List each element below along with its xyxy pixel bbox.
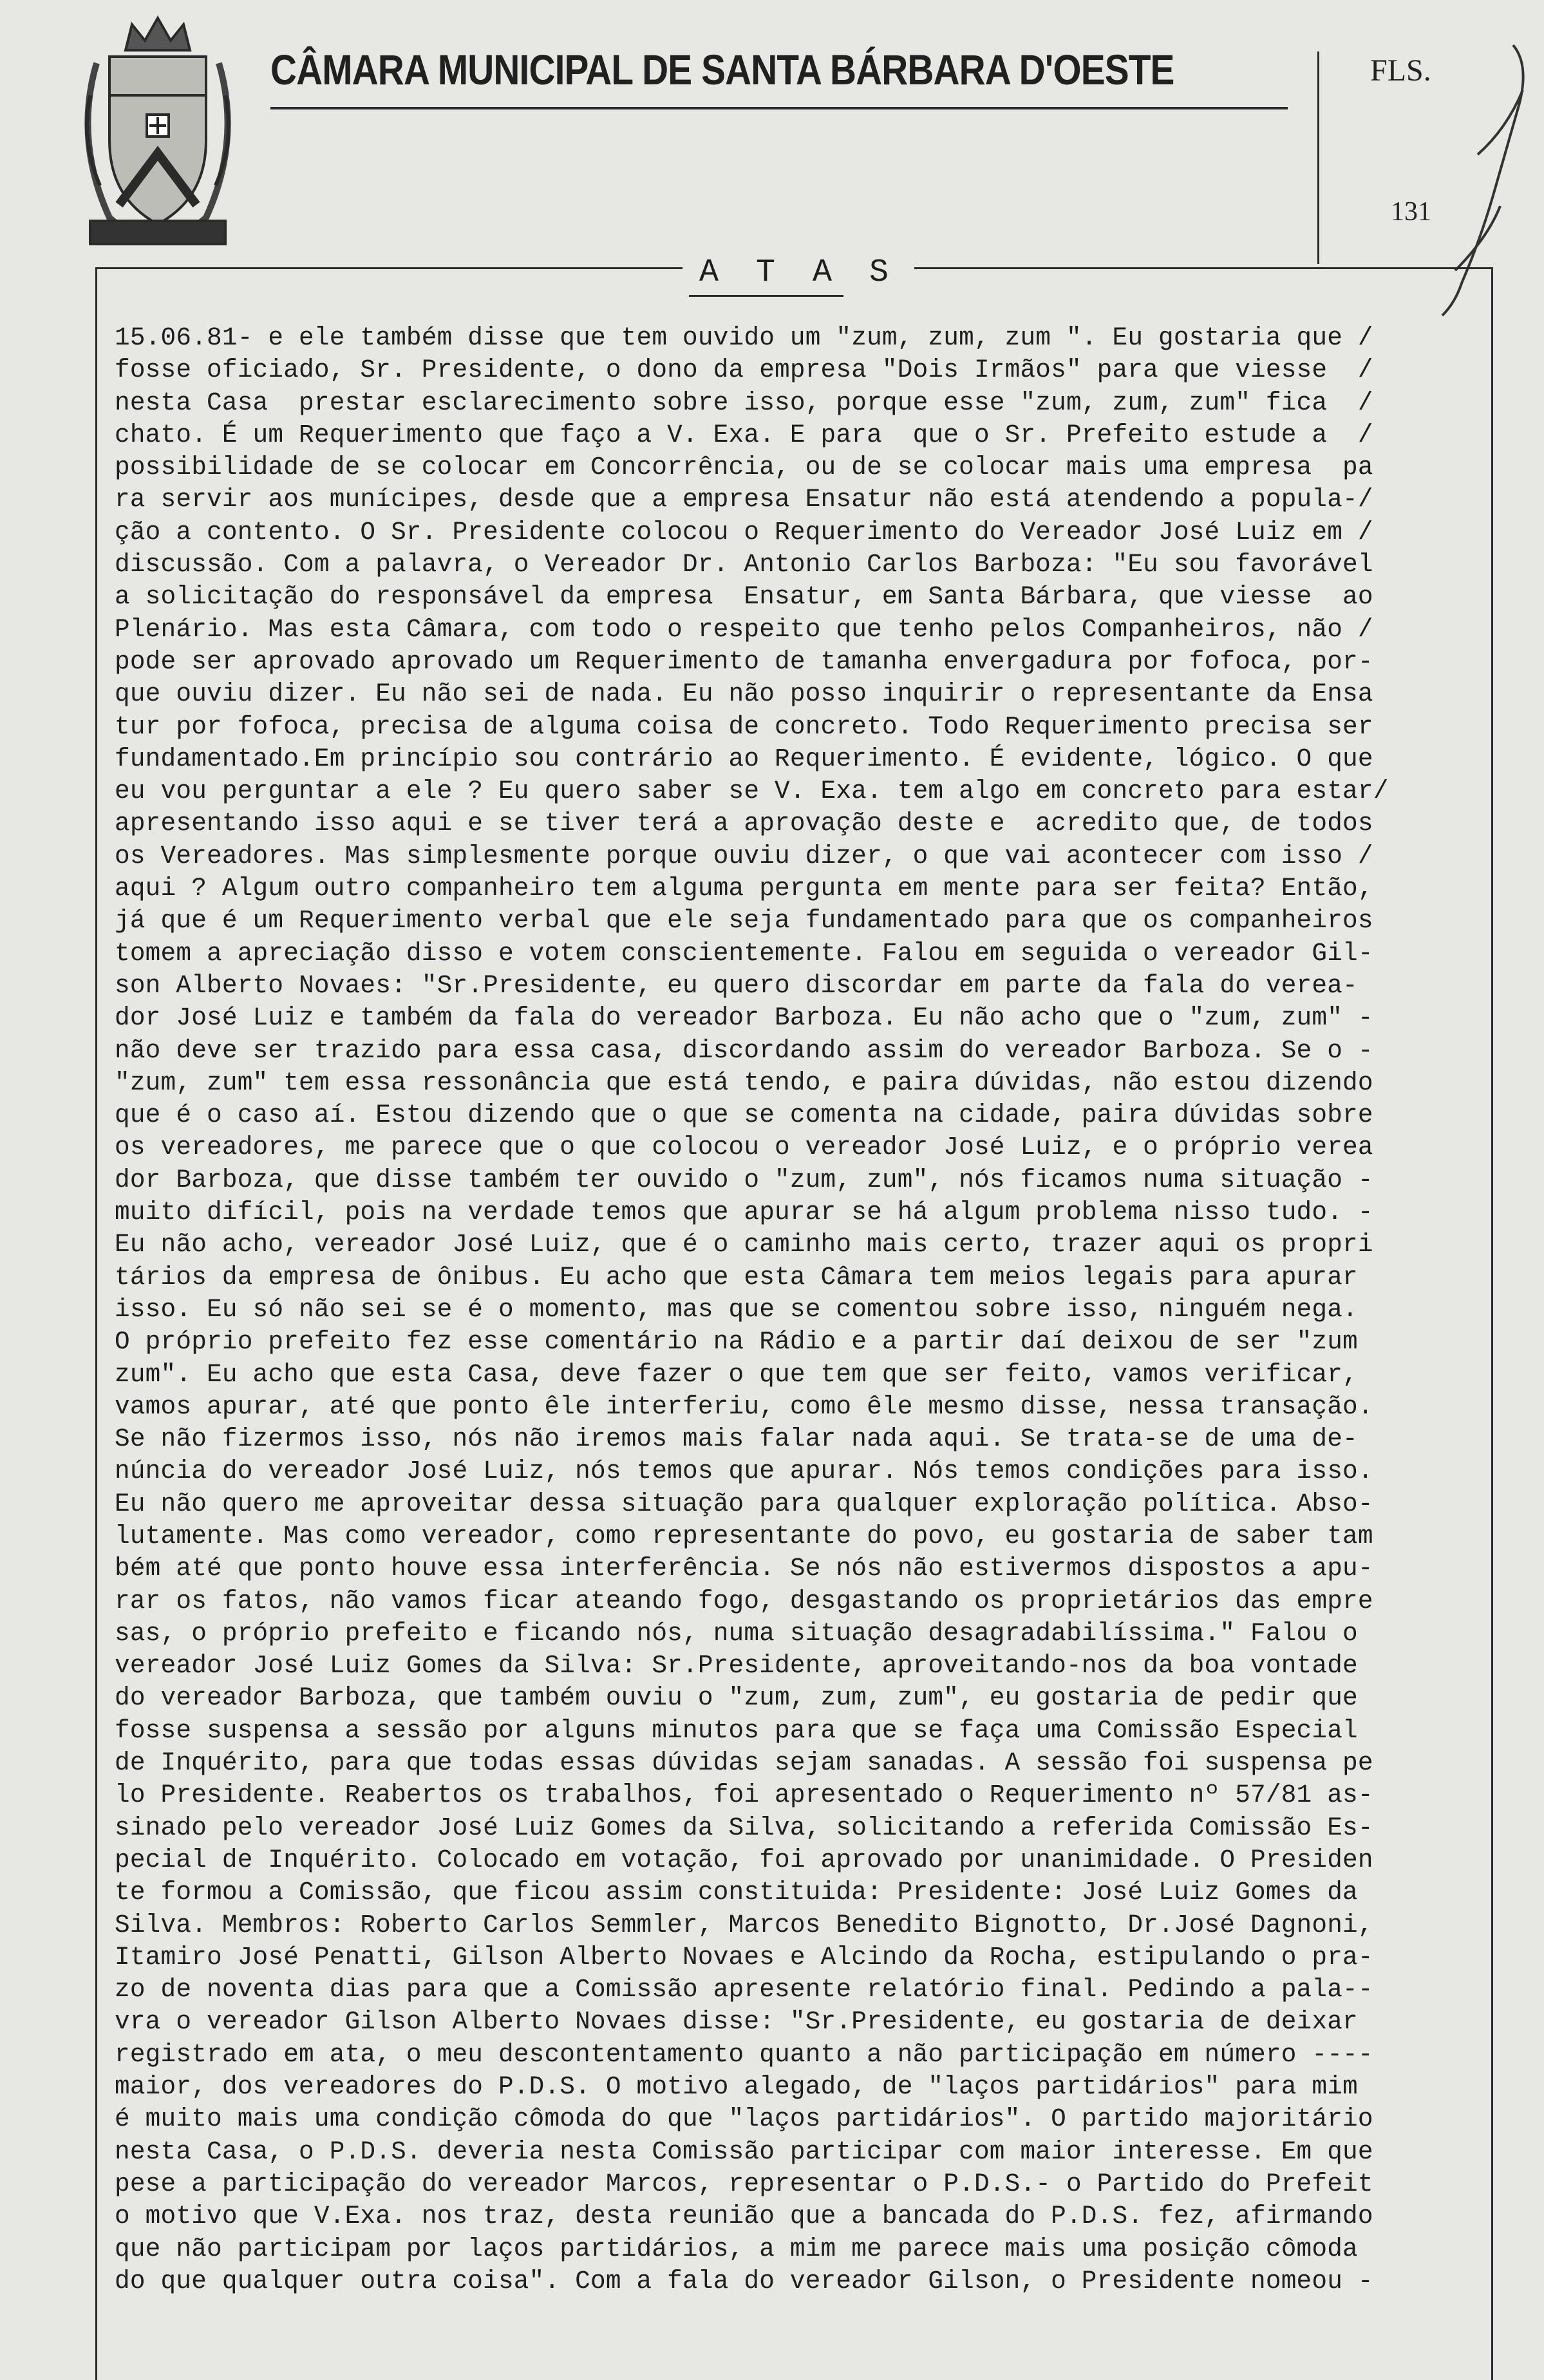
fls-divider bbox=[1317, 52, 1319, 264]
minutes-line: isso. Eu só não sei se é o momento, mas que se comentou sobre isso, ninguém nega. bbox=[115, 1294, 1358, 1324]
minutes-line: do que qualquer outra coisa". Com a fala do vereador Gilson, o Presidente nomeou - bbox=[115, 2266, 1373, 2296]
minutes-line: Silva. Membros: Roberto Carlos Semmler, Marcos Benedito Bignotto, Dr.José Dagnoni, bbox=[115, 1910, 1373, 1940]
minutes-line: son Alberto Novaes: "Sr.Presidente, eu quero discordar em parte da fala do verea- bbox=[115, 970, 1358, 1000]
coat-of-arms-icon bbox=[71, 12, 245, 250]
minutes-line: zo de noventa dias para que a Comissão apresente relatório final. Pedindo a pala-- bbox=[115, 1975, 1373, 2005]
minutes-line: a solicitação do responsável da empresa Ensatur, em Santa Bárbara, que viesse ao bbox=[115, 582, 1373, 612]
minutes-line: tomem a apreciação disso e votem conscientemente. Falou em seguida o vereador Gil- bbox=[115, 938, 1373, 968]
minutes-line: já que é um Requerimento verbal que ele seja fundamentado para que os companheiros bbox=[115, 906, 1373, 936]
minutes-line: O próprio prefeito fez esse comentário na Rádio e a partir daí deixou de ser "zum bbox=[115, 1327, 1358, 1357]
section-heading: A T A S bbox=[683, 254, 914, 291]
minutes-line: apresentando isso aqui e se tiver terá a aprovação deste e acredito que, de todos bbox=[115, 809, 1373, 838]
minutes-line: não deve ser trazido para essa casa, discordando assim do vereador Barboza. Se o - bbox=[115, 1035, 1373, 1065]
minutes-line: de Inquérito, para que todas essas dúvidas sejam sanadas. A sessão foi suspensa pe bbox=[115, 1748, 1373, 1778]
minutes-line: dor Barboza, que disse também ter ouvido o "zum, zum", nós ficamos numa situação - bbox=[115, 1165, 1373, 1195]
minutes-line: Eu não quero me aproveitar dessa situação para qualquer exploração política. Abso- bbox=[115, 1489, 1373, 1518]
minutes-line: os Vereadores. Mas simplesmente porque ouviu dizer, o que vai acontecer com isso / bbox=[115, 841, 1373, 871]
minutes-line: sas, o próprio prefeito e ficando nós, numa situação desagradabilíssima." Falou o bbox=[115, 1618, 1358, 1648]
minutes-line: ção a contento. O Sr. Presidente colocou o Requerimento do Vereador José Luiz em / bbox=[115, 517, 1373, 547]
minutes-line: Plenário. Mas esta Câmara, com todo o respeito que tenho pelos Companheiros, não / bbox=[115, 614, 1373, 644]
signature-icon bbox=[1417, 26, 1539, 335]
minutes-line: ra servir aos munícipes, desde que a empresa Ensatur não está atendendo a popula-/ bbox=[115, 485, 1373, 515]
minutes-line: é muito mais uma condição cômoda do que "laços partidários". O partido majoritário bbox=[115, 2104, 1373, 2134]
fls-label: FLS. bbox=[1370, 53, 1431, 88]
minutes-line: "zum, zum" tem essa ressonância que está tendo, e paira dúvidas, não estou dizendo bbox=[115, 1068, 1373, 1097]
minutes-line: zum". Eu acho que esta Casa, deve fazer o que tem que ser feito, vamos verificar, bbox=[115, 1359, 1358, 1389]
minutes-line: nesta Casa, o P.D.S. deveria nesta Comissão participar com maior interesse. Em que bbox=[115, 2137, 1373, 2166]
minutes-line: tur por fofoca, precisa de alguma coisa de concreto. Todo Requerimento precisa ser bbox=[115, 712, 1373, 741]
minutes-line: que não participam por laços partidários, a mim me parece mais uma posição cômoda bbox=[115, 2234, 1358, 2263]
minutes-line: vamos apurar, até que ponto êle interferiu, como êle mesmo disse, nessa transação. bbox=[115, 1392, 1373, 1421]
minutes-line: eu vou perguntar a ele ? Eu quero saber se V. Exa. tem algo em concreto para estar/ bbox=[115, 777, 1389, 806]
title-underline bbox=[270, 107, 1288, 109]
minutes-line: possibilidade de se colocar em Concorrência, ou de se colocar mais uma empresa pa bbox=[115, 453, 1373, 482]
minutes-line: maior, dos vereadores do P.D.S. O motivo alegado, de "laços partidários" para mim bbox=[115, 2072, 1358, 2102]
section-heading-underline bbox=[689, 295, 843, 297]
minutes-line: lutamente. Mas como vereador, como representante do povo, eu gostaria de saber tam bbox=[115, 1521, 1373, 1551]
frame-right-border bbox=[1491, 267, 1493, 2380]
minutes-line: fosse suspensa a sessão por alguns minutos para que se faça uma Comissão Especial bbox=[115, 1715, 1358, 1745]
minutes-line: registrado em ata, o meu descontentamento quanto a não participação em número ---- bbox=[115, 2039, 1373, 2069]
minutes-line: Eu não acho, vereador José Luiz, que é o caminho mais certo, trazer aqui os propri bbox=[115, 1230, 1373, 1260]
chamber-name: CÂMARA MUNICIPAL DE SANTA BÁRBARA D'OESTE bbox=[270, 46, 1174, 93]
minutes-line: nesta Casa prestar esclarecimento sobre isso, porque esse "zum, zum, zum" fica / bbox=[115, 388, 1373, 417]
minutes-line: núncia do vereador José Luiz, nós temos que apurar. Nós temos condições para isso. bbox=[115, 1457, 1373, 1486]
minutes-line: dor José Luiz e também da fala do vereador Barboza. Eu não acho que o "zum, zum" - bbox=[115, 1003, 1373, 1033]
minutes-line: fosse oficiado, Sr. Presidente, o dono da empresa "Dois Irmãos" para que viesse / bbox=[115, 355, 1373, 385]
minutes-line: tários da empresa de ônibus. Eu acho que esta Câmara tem meios legais para apurar bbox=[115, 1262, 1358, 1292]
minutes-line: vra o vereador Gilson Alberto Novaes disse: "Sr.Presidente, eu gostaria de deixar bbox=[115, 2007, 1358, 2037]
minutes-line: Se não fizermos isso, nós não iremos mais falar nada aqui. Se trata-se de uma de- bbox=[115, 1424, 1358, 1454]
minutes-line: que ouviu dizer. Eu não sei de nada. Eu não posso inquirir o representante da Ensa bbox=[115, 679, 1373, 709]
minutes-line: pode ser aprovado aprovado um Requerimento de tamanha envergadura por fofoca, por- bbox=[115, 647, 1373, 676]
minutes-line: que é o caso aí. Estou dizendo que o que se comenta na cidade, paira dúvidas sobre bbox=[115, 1100, 1373, 1130]
minutes-line: Itamiro José Penatti, Gilson Alberto Novaes e Alcindo da Rocha, estipulando o pra- bbox=[115, 1942, 1373, 1972]
minutes-body bbox=[115, 322, 1480, 2298]
minutes-line: bém até que ponto houve essa interferência. Se nós não estivermos dispostos a apu- bbox=[115, 1554, 1373, 1583]
minutes-line: discussão. Com a palavra, o Vereador Dr. Antonio Carlos Barboza: "Eu sou favorável bbox=[115, 550, 1373, 580]
minutes-line: chato. É um Requerimento que faço a V. Exa. E para que o Sr. Prefeito estude a / bbox=[115, 420, 1373, 449]
minutes-line: muito difícil, pois na verdade temos que apurar se há algum problema nisso tudo. - bbox=[115, 1198, 1373, 1227]
minutes-line: vereador José Luiz Gomes da Silva: Sr.Presidente, aproveitando-nos da boa vontade bbox=[115, 1651, 1358, 1681]
minutes-line: pese a participação do vereador Marcos, representar o P.D.S.- o Partido do Prefeit bbox=[115, 2169, 1373, 2198]
minutes-line: os vereadores, me parece que o que colocou o vereador José Luiz, e o próprio verea bbox=[115, 1133, 1373, 1162]
minutes-line: fundamentado.Em princípio sou contrário ao Requerimento. É evidente, lógico. O que bbox=[115, 744, 1373, 773]
minutes-line: aqui ? Algum outro companheiro tem alguma pergunta em mente para ser feita? Então, bbox=[115, 874, 1373, 903]
minutes-line: o motivo que V.Exa. nos traz, desta reunião que a bancada do P.D.S. fez, afirmando bbox=[115, 2202, 1373, 2231]
minutes-line: pecial de Inquérito. Colocado em votação, foi aprovado por unanimidade. O Presiden bbox=[115, 1845, 1373, 1875]
frame-left-border bbox=[95, 267, 97, 2380]
minutes-line: rar os fatos, não vamos ficar ateando fogo, desgastando os proprietários das empre bbox=[115, 1586, 1373, 1616]
minutes-line: te formou a Comissão, que ficou assim constituida: Presidente: José Luiz Gomes da bbox=[115, 1878, 1358, 1907]
minutes-line: lo Presidente. Reabertos os trabalhos, foi apresentado o Requerimento nº 57/81 as- bbox=[115, 1780, 1373, 1810]
minutes-line: sinado pelo vereador José Luiz Gomes da Silva, solicitando a referida Comissão Es- bbox=[115, 1813, 1373, 1842]
minutes-line: do vereador Barboza, que também ouviu o "zum, zum, zum", eu gostaria de pedir que bbox=[115, 1683, 1358, 1713]
page-number: 131 bbox=[1391, 197, 1431, 227]
minutes-line: 15.06.81- e ele também disse que tem ouvido um "zum, zum, zum ". Eu gostaria que / bbox=[115, 323, 1373, 352]
